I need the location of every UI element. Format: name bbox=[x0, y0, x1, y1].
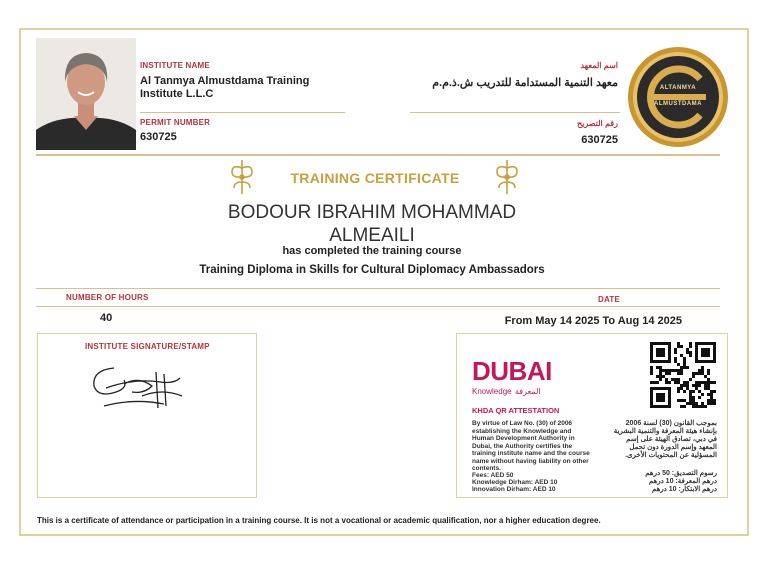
khda-attestation-box bbox=[456, 333, 728, 498]
khda-fees-ar-3: درهم الابتكار: 10 درهم bbox=[651, 486, 717, 493]
institute-name-ar: معهد التنمية المستدامة للتدريب ش.ذ.م.م bbox=[432, 77, 618, 89]
khda-heading: KHDA QR ATTESTATION bbox=[472, 406, 560, 415]
dubai-logo-text: DUBAI bbox=[472, 356, 552, 386]
date-label: DATE bbox=[598, 295, 620, 304]
institute-name: Al Tanmya Almustdama Training Institute L.L.C bbox=[140, 75, 310, 100]
recipient-name-line1: BODOUR IBRAHIM MOHAMMAD bbox=[227, 202, 517, 223]
khda-fees-en-1: Fees: AED 50 bbox=[472, 472, 514, 479]
course-name: Training Diploma in Skills for Cultural Diplomacy Ambassadors bbox=[199, 264, 545, 276]
recipient-photo bbox=[36, 38, 136, 150]
institute-name-label-ar: اسم المعهد bbox=[580, 61, 618, 70]
recipient-name bbox=[200, 201, 544, 247]
hours-label: NUMBER OF HOURS bbox=[66, 293, 149, 302]
signature-image bbox=[84, 348, 194, 420]
logo-line1: ALTANMYA bbox=[659, 85, 697, 91]
khda-law-en: By virtue of Law No. (30) of 2006 establishing the Knowledge and Human Development Authority in Dubai, the Authority certifies the training institute name and the course name without having liability on other contents. bbox=[472, 420, 590, 472]
divider bbox=[36, 306, 720, 307]
permit-number-label: PERMIT NUMBER bbox=[140, 118, 211, 127]
signature-label: INSTITUTE SIGNATURE/STAMP bbox=[85, 342, 210, 351]
khda-fees-en-3: Innovation Dirham: AED 10 bbox=[472, 486, 556, 493]
ornament-right-icon bbox=[493, 158, 521, 196]
institute-logo bbox=[626, 45, 730, 149]
institute-name-label: INSTITUTE NAME bbox=[140, 61, 210, 70]
permit-number-label-ar: رقم التصريح bbox=[576, 119, 618, 128]
completion-text: has completed the training course bbox=[282, 245, 462, 257]
khda-fees-en-2: Knowledge Dirham: AED 10 bbox=[472, 479, 558, 486]
date-value: From May 14 2025 To Aug 14 2025 bbox=[504, 315, 682, 327]
permit-number: 630725 bbox=[140, 131, 177, 143]
divider bbox=[36, 288, 720, 289]
hours-value: 40 bbox=[100, 312, 113, 324]
logo-line2: ALMUSTDAMA bbox=[654, 101, 702, 107]
khda-law-ar: بموجب القانون (30) لسنة 2006 بإنشاء هيئة المعرفة والتنمية البشرية في دبي، تصادق الهيئة على إسم المعهد وإسم الدورة دون تحمل المسؤلية عن المحتويات الأخرى. bbox=[613, 420, 717, 459]
divider bbox=[410, 112, 620, 113]
ornament-left-icon bbox=[228, 158, 256, 196]
divider bbox=[140, 112, 345, 113]
permit-number-ar: 630725 bbox=[581, 134, 618, 146]
recipient-name-line2: ALMEAILI bbox=[329, 225, 415, 246]
khda-fees-ar-1: رسوم التصديق: 50 درهم bbox=[645, 470, 717, 477]
footer-disclaimer: This is a certificate of attendance or participation in a training course. It is not a vocational or academic qualification, nor a higher education degree. bbox=[37, 516, 601, 525]
signature-box bbox=[37, 333, 257, 498]
qr-code-icon bbox=[650, 342, 716, 408]
khda-fees-ar-2: درهم المعرفة: 10 درهم bbox=[648, 478, 717, 485]
header-divider bbox=[36, 154, 720, 156]
dubai-logo-sub-en: Knowledge bbox=[472, 387, 512, 396]
dubai-logo-sub-ar: المعرفة bbox=[515, 387, 541, 396]
certificate-title: TRAINING CERTIFICATE bbox=[290, 170, 460, 186]
